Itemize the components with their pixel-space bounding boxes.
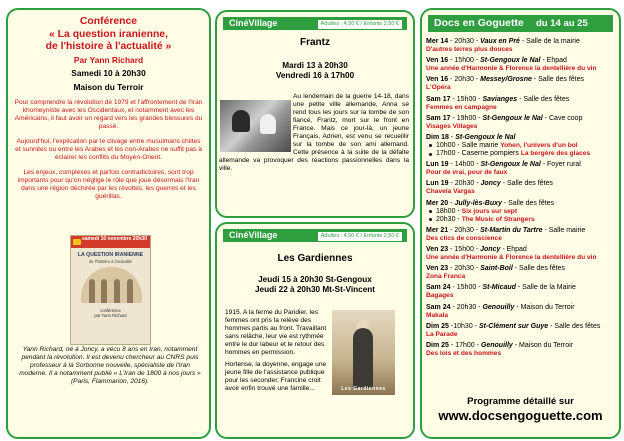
event-line bbox=[426, 304, 616, 312]
event-item bbox=[426, 227, 616, 243]
event-place: St-Micaud bbox=[482, 284, 516, 292]
event-show-title: Femmes en campagne bbox=[426, 103, 497, 111]
film-date-line: Jeudi 22 à 20h30 Mt-St-Vincent bbox=[255, 285, 375, 294]
event-session bbox=[426, 142, 616, 150]
event-item bbox=[426, 304, 616, 320]
frantz-still-image bbox=[220, 100, 291, 152]
event-date: Mer 21 bbox=[426, 226, 449, 234]
event-venue: - Salle des fêtes bbox=[550, 322, 601, 330]
event-item bbox=[426, 134, 616, 158]
event-place: St-Gengoux le Nal bbox=[482, 114, 543, 122]
event-venue: - Salle des fêtes bbox=[514, 265, 565, 273]
event-show-title: Des lois et des hommes bbox=[426, 349, 502, 357]
poster-caption bbox=[71, 308, 150, 318]
film-date-line: Mardi 13 à 20h30 bbox=[282, 61, 348, 70]
frantz-panel bbox=[215, 10, 415, 218]
event-venue: - Salle des fêtes bbox=[502, 180, 553, 188]
event-place: Savianges bbox=[482, 95, 518, 103]
event-line bbox=[426, 265, 616, 273]
event-item bbox=[426, 76, 616, 92]
event-line bbox=[426, 96, 616, 104]
synopsis-paragraph: Hortense, la doyenne, engage une jeune fille de l'assistance publique pour les seconder. Francine croit avoir enfin trouvé une famille... bbox=[225, 360, 327, 392]
event-item bbox=[426, 161, 616, 177]
event-date: Mer 20 bbox=[426, 199, 449, 207]
conference-poster-image bbox=[70, 235, 151, 345]
conference-speaker: Par Yann Richard bbox=[73, 54, 144, 65]
conference-datetime: Samedi 10 à 20h30 bbox=[71, 67, 146, 78]
event-time: - 20h30 - bbox=[450, 76, 479, 84]
event-time: - 20h30 - bbox=[450, 38, 479, 45]
session-show-title: Six jours sur sept bbox=[461, 207, 518, 215]
poster-subtitle: de l'histoire à l'actualité bbox=[88, 259, 133, 264]
event-time: - bbox=[450, 199, 453, 207]
event-venue: - Salle mairie bbox=[544, 226, 586, 234]
event-venue: - Salle des fêtes bbox=[519, 95, 570, 103]
program-footer bbox=[422, 396, 619, 424]
event-venue: - Salle des fêtes bbox=[533, 76, 585, 84]
event-line bbox=[426, 57, 616, 65]
poster-caption-line: conférence bbox=[100, 308, 121, 313]
event-line bbox=[426, 180, 616, 188]
event-date: Sam 17 bbox=[426, 114, 451, 122]
event-time: -10h30 - bbox=[450, 322, 477, 330]
event-show-title: Visages Villages bbox=[426, 122, 478, 130]
event-item bbox=[426, 342, 616, 358]
cinevillage-header bbox=[223, 17, 407, 30]
event-date: Dim 25 bbox=[426, 322, 449, 330]
event-time: - 19h00 - bbox=[452, 114, 481, 122]
event-time: - 17h00 - bbox=[450, 341, 479, 349]
event-venue: - Maison du Terroir bbox=[516, 303, 575, 311]
event-venue: - Cave coop bbox=[544, 114, 583, 122]
film-date-line: Jeudi 15 à 20h30 St-Gengoux bbox=[258, 275, 372, 284]
event-venue: - Ehpad bbox=[502, 245, 527, 253]
event-date: Sam 17 bbox=[426, 95, 451, 103]
cinevillage-header bbox=[223, 229, 407, 242]
event-show-title: Chavela Vargas bbox=[426, 188, 475, 196]
event-date: Dim 18 bbox=[426, 133, 449, 141]
event-time: - 20h30 - bbox=[450, 226, 479, 234]
film-dates bbox=[217, 275, 413, 295]
conference-title bbox=[8, 16, 209, 93]
event-time: - 15h00 - bbox=[450, 245, 479, 253]
event-date: Ven 23 bbox=[426, 265, 449, 273]
session-show-title: La bergère des glaces bbox=[520, 150, 591, 158]
event-list bbox=[426, 38, 616, 361]
film-synopsis bbox=[225, 309, 331, 393]
session-time: 10h00 - Salle mairie bbox=[436, 141, 499, 149]
poster-date: samedi 10 novembre 20h30 bbox=[81, 236, 147, 242]
ticket-price: Adultes : 4,50 € / Enfants 2,50 € bbox=[317, 231, 403, 242]
conference-title-line: « La question iranienne, bbox=[49, 28, 168, 40]
event-place: St-Gengoux le Nal bbox=[480, 161, 541, 169]
event-place: St-Gengoux le Nal bbox=[480, 57, 541, 65]
event-item bbox=[426, 246, 616, 262]
website-link[interactable]: www.docsengoguette.com bbox=[438, 408, 603, 423]
event-date: Sam 24 bbox=[426, 284, 451, 292]
poster-mosque-illustration bbox=[81, 267, 142, 303]
event-item bbox=[426, 284, 616, 300]
event-place: Joncy bbox=[480, 180, 501, 188]
film-dates bbox=[217, 61, 413, 81]
event-time: - 20h30 - bbox=[450, 180, 479, 188]
session-time: 18h00 - bbox=[436, 207, 460, 215]
program-title: Docs en Goguette bbox=[434, 17, 524, 29]
event-show-title: Pour de vrai, pour de faux bbox=[426, 169, 508, 177]
event-show-title: Zona Franca bbox=[426, 273, 466, 281]
film-title: Les Gardiennes bbox=[277, 253, 353, 264]
event-line bbox=[426, 38, 616, 46]
event-line bbox=[426, 200, 616, 208]
event-item bbox=[426, 96, 616, 112]
event-session bbox=[426, 208, 616, 216]
event-place: St-Clément sur Guye bbox=[478, 322, 549, 330]
event-place: Messey/Grosne bbox=[480, 76, 532, 84]
event-item bbox=[426, 265, 616, 281]
event-show-title: Une année d'Harmonie & Florence la dentellière du vin bbox=[426, 254, 597, 262]
poster-logo bbox=[73, 239, 81, 245]
gardiennes-poster-image bbox=[332, 310, 395, 395]
event-place: Joncy bbox=[480, 245, 501, 253]
event-date: Lun 19 bbox=[426, 180, 449, 188]
event-date: Lun 19 bbox=[426, 161, 449, 169]
event-show-title: Bagages bbox=[426, 292, 454, 300]
film-date-line: Vendredi 16 à 17h00 bbox=[275, 71, 355, 80]
poster-title: LA QUESTION IRANIENNE bbox=[77, 252, 144, 258]
event-line bbox=[426, 227, 616, 235]
conference-title-line: de l'histoire à l'actualité » bbox=[45, 41, 172, 52]
conference-panel bbox=[6, 8, 211, 439]
poster-caption-line: par Yann Richard bbox=[94, 313, 127, 319]
event-show-title: Makala bbox=[426, 311, 448, 319]
event-time: - 15h00 - bbox=[452, 95, 481, 103]
event-venue: - Ehpad bbox=[542, 57, 567, 65]
footer-text: Programme détaillé sur bbox=[467, 396, 574, 407]
event-line bbox=[426, 161, 616, 169]
conference-venue: Maison du Terroir bbox=[73, 81, 144, 92]
event-time: - bbox=[450, 133, 454, 141]
event-place: Jully-lès-Buxy bbox=[454, 199, 502, 207]
program-header bbox=[428, 15, 613, 32]
event-date: Ven 16 bbox=[426, 57, 449, 65]
event-item bbox=[426, 200, 616, 224]
event-place: Genouilly bbox=[482, 303, 515, 311]
event-time: - 20h30 - bbox=[450, 265, 479, 273]
event-show-title: Des clics de conscience bbox=[426, 234, 502, 242]
session-show-title: The Music of Strangers bbox=[461, 215, 535, 223]
session-show-title: Yohen, l'univers d'un bol bbox=[500, 141, 578, 149]
ticket-price: Adultes : 4,50 € / Enfants 2,50 € bbox=[317, 19, 403, 30]
event-show-title: D'autres terres plus douces bbox=[426, 46, 513, 54]
event-show-title: L'Opéra bbox=[426, 84, 451, 92]
speaker-bio: Yann Richard, né à Joncy, a vécu 8 ans en Iran, notamment pendant la révolution. Il est devenu chercheur au CNRS puis professeur à la Sorbonne nouvelle, spécialiste de l'Iran moderne. Il a notamment publié « L'Iran de 1800 à nos jours » (Paris, Flammarion, 2016). bbox=[19, 346, 201, 385]
event-session bbox=[426, 216, 616, 224]
event-venue: - Salle des fêtes bbox=[503, 199, 555, 207]
event-date: Dim 25 bbox=[426, 341, 449, 349]
conference-paragraph: Aujourd'hui, l'explication par le clivage entre musulmans chiites et sunnites ou entre les Arabes et les non-Arabes ne suffit pas à éclairer les conflits du Moyen-Orient. bbox=[15, 137, 202, 161]
gardiennes-panel bbox=[215, 222, 415, 439]
conference-title-line: Conférence bbox=[79, 16, 138, 27]
event-time: - 15h00 - bbox=[450, 57, 479, 65]
event-place: Genouilly bbox=[480, 341, 513, 349]
event-session bbox=[426, 150, 616, 158]
synopsis-text: Au lendemain de la guerre 14-18, dans une petite ville allemande, Anna se rend tous les jours sur la tombe de son fiancé, Frantz, mort sur le front en France. Mais ce jour-là, un jeune Français, Adrien, est venu se recueillir sur la tombe de son ami allemand. Cette présence à la suite de la défaite allemande va provoquer des réactions passionnelles dans la ville. bbox=[219, 93, 409, 172]
session-time: 17h00 - Caserne pompiers bbox=[436, 150, 519, 158]
event-place: St-Martin du Tartre bbox=[480, 226, 543, 234]
event-time: - 20h30 - bbox=[452, 303, 481, 311]
event-place: Vaux en Pré bbox=[480, 38, 520, 45]
event-line bbox=[426, 115, 616, 123]
event-line bbox=[426, 134, 616, 142]
cinevillage-label: CinéVillage bbox=[229, 18, 278, 28]
event-show-title: La Parade bbox=[426, 330, 458, 338]
event-venue: - Foyer rural bbox=[542, 161, 581, 169]
docs-en-goguette-panel bbox=[420, 8, 621, 439]
event-venue: - Salle de la Mairie bbox=[517, 284, 576, 292]
event-item bbox=[426, 180, 616, 196]
event-line bbox=[426, 76, 616, 84]
event-item bbox=[426, 115, 616, 131]
session-time: 20h30 - bbox=[436, 215, 460, 223]
event-item bbox=[426, 57, 616, 73]
event-time: - 14h00 - bbox=[450, 161, 479, 169]
event-show-title: Une année d'Harmonie & Florence la dentellière du vin bbox=[426, 65, 597, 73]
event-line bbox=[426, 342, 616, 350]
event-line bbox=[426, 323, 616, 331]
event-date: Ven 23 bbox=[426, 245, 449, 253]
event-venue: - Salle de la mairie bbox=[521, 38, 580, 45]
event-place: St-Gengoux le Nal bbox=[455, 133, 516, 141]
event-place: Saint-Boil bbox=[480, 265, 513, 273]
event-time: - 15h00 - bbox=[452, 284, 481, 292]
event-item bbox=[426, 323, 616, 339]
cinevillage-label: CinéVillage bbox=[229, 230, 278, 240]
synopsis-paragraph: 1915. A la ferme du Paridier, les femmes ont pris la relève des hommes partis au front. Travaillant sans relâche, leur vie est rythmée entre le dur labeur et le retour des hommes en permission. bbox=[225, 309, 327, 357]
event-date: Sam 24 bbox=[426, 303, 451, 311]
program-dates: du 14 au 25 bbox=[536, 18, 588, 29]
poster-title: Les Gardiennes bbox=[341, 386, 386, 392]
event-venue: - Maison du Terroir bbox=[514, 341, 573, 349]
event-date: Mer 14 bbox=[426, 38, 449, 45]
conference-paragraph: Pour comprendre la révolution de 1979 et l'affrontement de l'Iran khomeyniste avec les Occidentaux, et notamment avec les Américains, il faut avoir un regard vers les grandes blessures du passé. bbox=[14, 98, 203, 130]
event-date: Ven 16 bbox=[426, 76, 449, 84]
event-line bbox=[426, 284, 616, 292]
event-line bbox=[426, 246, 616, 254]
film-title: Frantz bbox=[300, 37, 330, 48]
conference-paragraph: Les enjeux, complexes et parfois contradictoires, sont trop importants pour qu'on néglige le rôle que joue désormais l'Iran dans une région déchirée par les révoltes, les guerres et les guérillas. bbox=[17, 168, 200, 200]
event-item bbox=[426, 38, 616, 54]
